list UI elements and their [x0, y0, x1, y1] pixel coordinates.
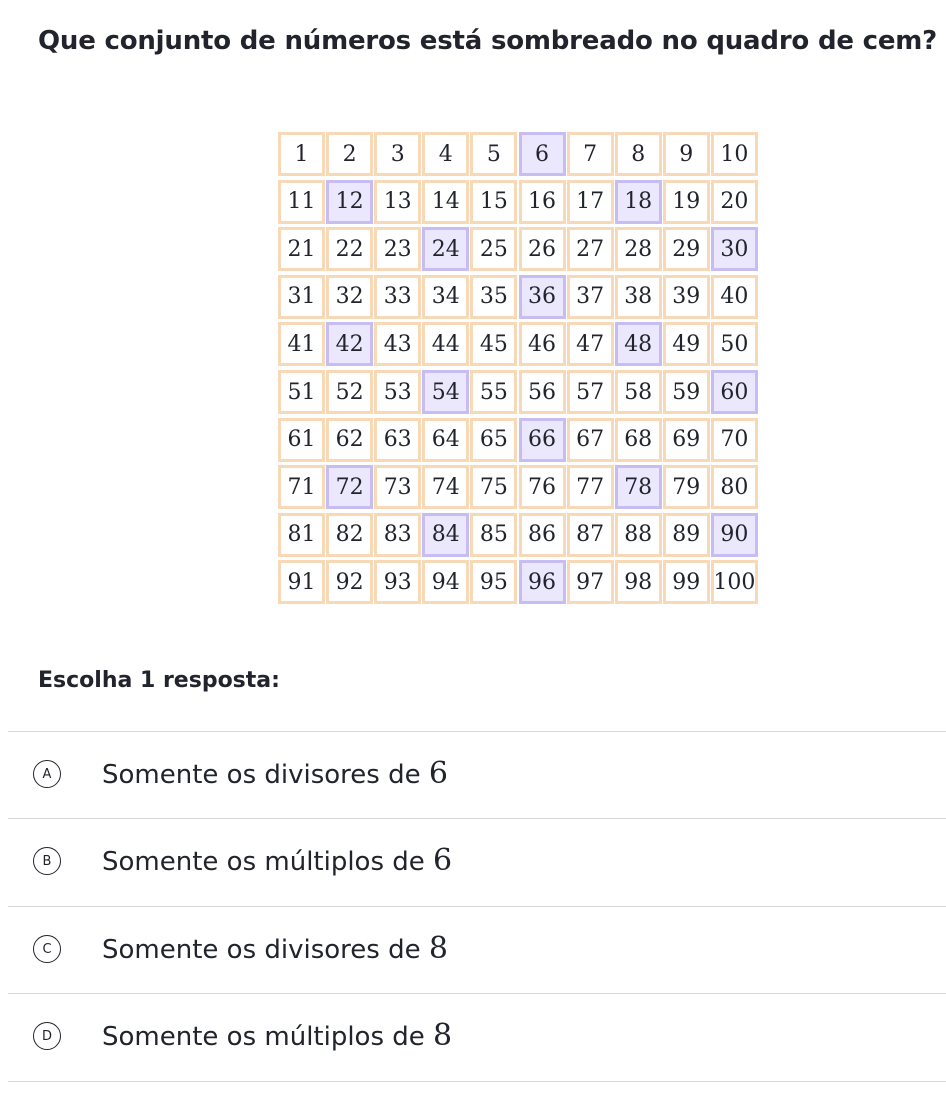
chart-cell-26: 26: [519, 227, 566, 271]
chart-cell-44: 44: [422, 322, 469, 366]
chart-cell-66: 66: [519, 418, 566, 462]
chart-cell-64: 64: [422, 418, 469, 462]
chart-cell-10: 10: [711, 132, 758, 176]
chart-cell-35: 35: [470, 275, 517, 319]
chart-cell-70: 70: [711, 418, 758, 462]
chart-cell-77: 77: [567, 465, 614, 509]
chart-cell-36: 36: [519, 275, 566, 319]
chart-cell-15: 15: [470, 180, 517, 224]
chart-cell-84: 84: [422, 513, 469, 557]
chart-cell-59: 59: [663, 370, 710, 414]
chart-cell-43: 43: [374, 322, 421, 366]
chart-cell-4: 4: [422, 132, 469, 176]
chart-cell-52: 52: [326, 370, 373, 414]
chart-cell-22: 22: [326, 227, 373, 271]
chart-cell-93: 93: [374, 560, 421, 604]
chart-cell-100: 100: [711, 560, 758, 604]
chart-cell-1: 1: [278, 132, 325, 176]
chart-cell-17: 17: [567, 180, 614, 224]
option-d-number: 8: [433, 1018, 453, 1053]
chart-cell-56: 56: [519, 370, 566, 414]
chart-cell-68: 68: [615, 418, 662, 462]
chart-cell-57: 57: [567, 370, 614, 414]
chart-cell-50: 50: [711, 322, 758, 366]
chart-cell-79: 79: [663, 465, 710, 509]
option-a-letter-badge: A: [33, 760, 61, 788]
chart-cell-2: 2: [326, 132, 373, 176]
option-d-label: Somente os múltiplos de 8: [102, 1018, 453, 1053]
chart-cell-48: 48: [615, 322, 662, 366]
chart-cell-5: 5: [470, 132, 517, 176]
chart-cell-8: 8: [615, 132, 662, 176]
option-a[interactable]: [8, 732, 946, 818]
chart-cell-47: 47: [567, 322, 614, 366]
chart-cell-37: 37: [567, 275, 614, 319]
chart-cell-91: 91: [278, 560, 325, 604]
hundreds-chart: [278, 132, 759, 608]
chart-cell-23: 23: [374, 227, 421, 271]
chart-cell-51: 51: [278, 370, 325, 414]
chart-cell-53: 53: [374, 370, 421, 414]
chart-cell-75: 75: [470, 465, 517, 509]
chart-cell-63: 63: [374, 418, 421, 462]
chart-cell-89: 89: [663, 513, 710, 557]
option-a-number: 6: [428, 756, 448, 791]
answer-prompt: Escolha 1 resposta:: [38, 668, 280, 693]
chart-cell-92: 92: [326, 560, 373, 604]
option-b-letter-badge: B: [33, 847, 61, 875]
chart-cell-85: 85: [470, 513, 517, 557]
chart-cell-42: 42: [326, 322, 373, 366]
chart-cell-98: 98: [615, 560, 662, 604]
option-c-label: Somente os divisores de 8: [102, 931, 448, 966]
chart-cell-62: 62: [326, 418, 373, 462]
option-b-number: 6: [433, 843, 453, 878]
chart-cell-9: 9: [663, 132, 710, 176]
chart-cell-11: 11: [278, 180, 325, 224]
chart-cell-74: 74: [422, 465, 469, 509]
chart-cell-16: 16: [519, 180, 566, 224]
option-b[interactable]: [8, 819, 946, 905]
option-d-letter-badge: D: [33, 1022, 61, 1050]
chart-cell-58: 58: [615, 370, 662, 414]
divider: [8, 1081, 946, 1082]
chart-cell-76: 76: [519, 465, 566, 509]
chart-cell-80: 80: [711, 465, 758, 509]
chart-cell-18: 18: [615, 180, 662, 224]
chart-cell-54: 54: [422, 370, 469, 414]
chart-cell-46: 46: [519, 322, 566, 366]
chart-cell-38: 38: [615, 275, 662, 319]
chart-cell-73: 73: [374, 465, 421, 509]
chart-cell-39: 39: [663, 275, 710, 319]
chart-cell-20: 20: [711, 180, 758, 224]
chart-cell-24: 24: [422, 227, 469, 271]
chart-cell-27: 27: [567, 227, 614, 271]
option-d[interactable]: [8, 994, 946, 1080]
chart-cell-25: 25: [470, 227, 517, 271]
chart-cell-81: 81: [278, 513, 325, 557]
chart-cell-83: 83: [374, 513, 421, 557]
chart-cell-78: 78: [615, 465, 662, 509]
option-c-letter-badge: C: [33, 935, 61, 963]
chart-cell-90: 90: [711, 513, 758, 557]
option-a-label: Somente os divisores de 6: [102, 756, 448, 791]
chart-cell-61: 61: [278, 418, 325, 462]
chart-cell-31: 31: [278, 275, 325, 319]
chart-cell-72: 72: [326, 465, 373, 509]
chart-cell-96: 96: [519, 560, 566, 604]
chart-cell-34: 34: [422, 275, 469, 319]
chart-cell-30: 30: [711, 227, 758, 271]
chart-cell-95: 95: [470, 560, 517, 604]
chart-cell-14: 14: [422, 180, 469, 224]
chart-cell-71: 71: [278, 465, 325, 509]
chart-cell-82: 82: [326, 513, 373, 557]
question-title: Que conjunto de números está sombreado no quadro de cem?: [38, 26, 938, 56]
chart-cell-55: 55: [470, 370, 517, 414]
chart-cell-13: 13: [374, 180, 421, 224]
chart-cell-41: 41: [278, 322, 325, 366]
option-c[interactable]: [8, 907, 946, 993]
chart-cell-12: 12: [326, 180, 373, 224]
chart-cell-7: 7: [567, 132, 614, 176]
chart-cell-65: 65: [470, 418, 517, 462]
chart-cell-87: 87: [567, 513, 614, 557]
option-c-number: 8: [428, 931, 448, 966]
chart-cell-67: 67: [567, 418, 614, 462]
chart-cell-19: 19: [663, 180, 710, 224]
chart-cell-88: 88: [615, 513, 662, 557]
chart-cell-29: 29: [663, 227, 710, 271]
chart-cell-45: 45: [470, 322, 517, 366]
chart-cell-21: 21: [278, 227, 325, 271]
chart-cell-86: 86: [519, 513, 566, 557]
chart-cell-94: 94: [422, 560, 469, 604]
option-b-label: Somente os múltiplos de 6: [102, 843, 453, 878]
chart-cell-33: 33: [374, 275, 421, 319]
chart-cell-3: 3: [374, 132, 421, 176]
chart-cell-6: 6: [519, 132, 566, 176]
chart-cell-40: 40: [711, 275, 758, 319]
chart-cell-60: 60: [711, 370, 758, 414]
chart-cell-49: 49: [663, 322, 710, 366]
chart-cell-69: 69: [663, 418, 710, 462]
chart-cell-99: 99: [663, 560, 710, 604]
chart-cell-97: 97: [567, 560, 614, 604]
chart-cell-28: 28: [615, 227, 662, 271]
chart-cell-32: 32: [326, 275, 373, 319]
